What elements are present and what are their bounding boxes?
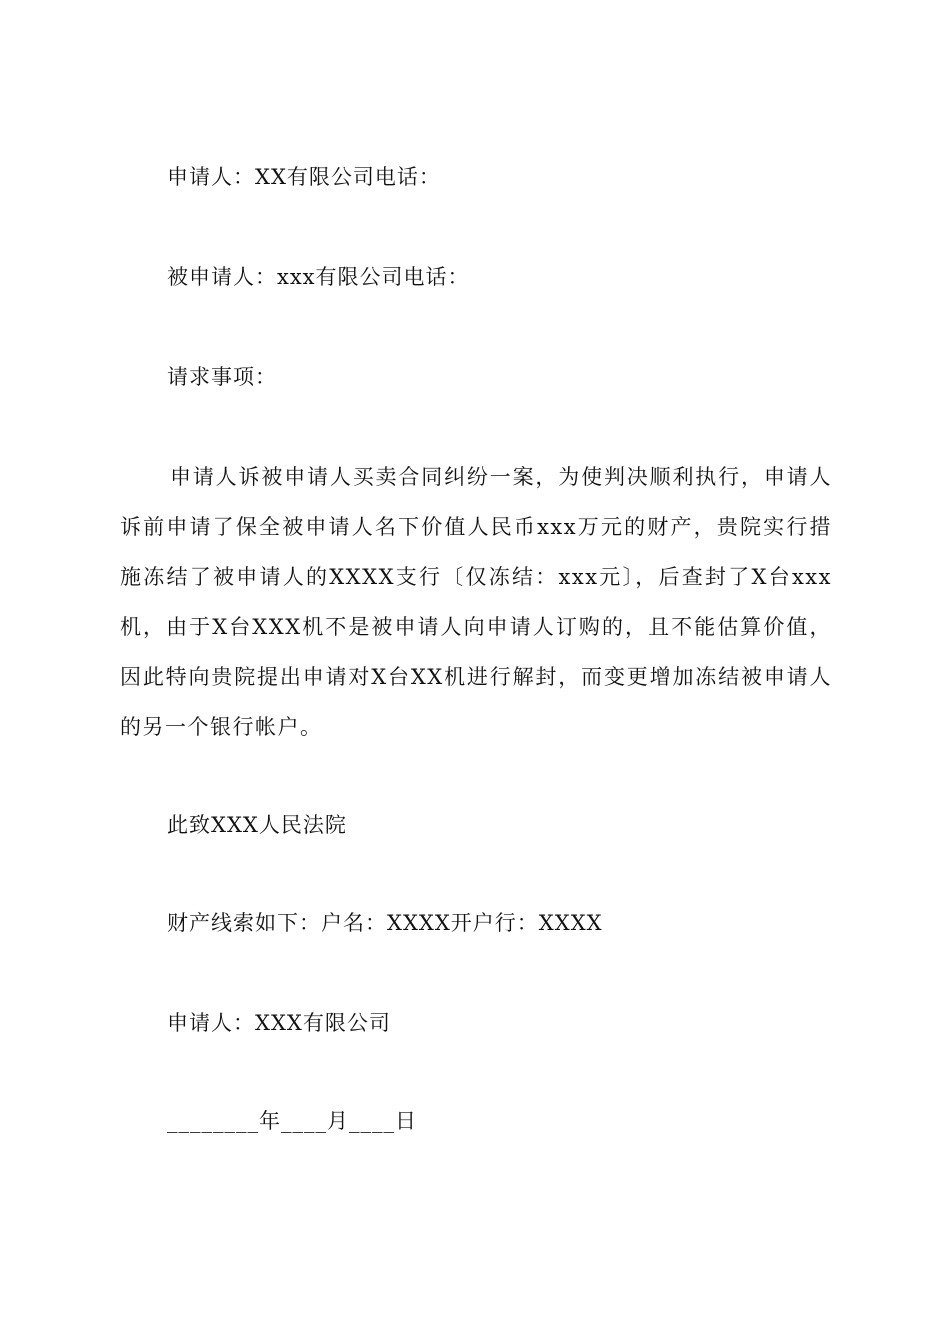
signature: 申请人：XXX有限公司 xyxy=(167,1011,391,1035)
applicant-line: 申请人：XX有限公司电话： xyxy=(167,165,441,189)
request-heading: 请求事项： xyxy=(167,365,277,389)
property-clue: 财产线索如下：户名：XXXX开户行：XXXX xyxy=(167,911,603,935)
date-line: ________年____月____日 xyxy=(167,1109,417,1133)
request-body: 申请人诉被申请人买卖合同纠纷一案，为使判决顺利执行，申请人诉前申请了保全被申请人名下价值人民币xxx万元的财产，贵院实行措施冻结了被申请人的XXXX支行〔仅冻结：xxx元〕，后查封了X台xxx机，由于X台XXX机不是被申请人向申请人订购的，且不能估算价值，因此特向贵院提出申请对X台XX机进行解封，而变更增加冻结被申请人的另一个银行帐户。 xyxy=(120,465,832,739)
salutation: 此致XXX人民法院 xyxy=(167,813,347,837)
respondent-line: 被申请人：xxx有限公司电话： xyxy=(167,265,470,289)
